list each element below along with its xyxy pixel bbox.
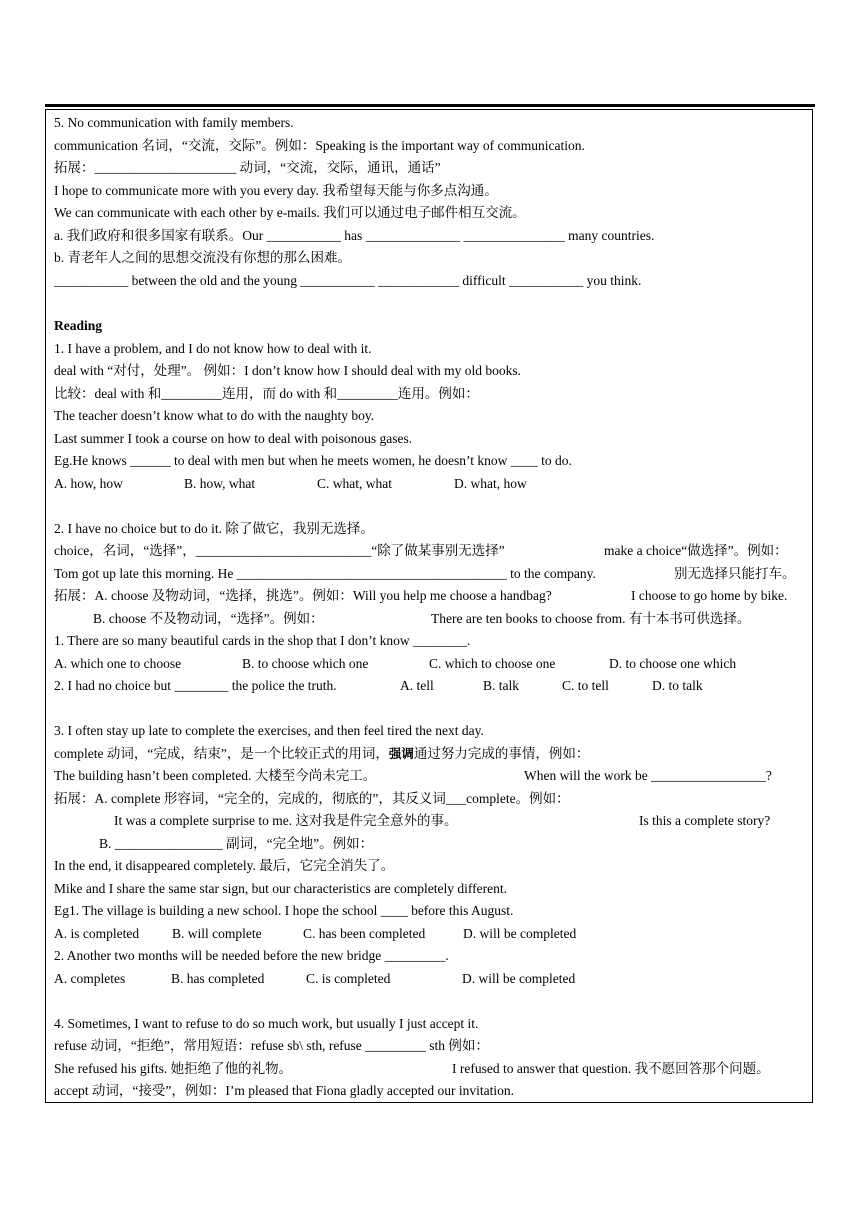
p2-q2-option-b: B. talk <box>483 678 519 693</box>
p3-line-2-c: 通过努力完成的事情，例如： <box>413 746 590 761</box>
p2-line-3-main: Tom got up late this morning. He ________________________________________ to the company. <box>54 566 596 581</box>
p2-q2-option-c: C. to tell <box>562 678 609 693</box>
s5-line-4: I hope to communicate more with you every day. 我希望每天能与你多点沟通。 <box>54 183 498 198</box>
p3-eg1-option-c: C. has been completed <box>303 926 426 941</box>
p2-q2-option-a: A. tell <box>400 678 434 693</box>
p1-line-3: 比较：deal with 和_________连用，而 do with 和_________连用。例如： <box>54 386 479 401</box>
p1-option-a: A. how, how <box>54 476 123 491</box>
p3-line-5-tail: Is this a complete story? <box>639 813 771 828</box>
s5-line-6: a. 我们政府和很多国家有联系。Our ___________ has ______________ _______________ many countries. <box>54 228 655 243</box>
p3-line-1: 3. I often stay up late to complete the exercises, and then feel tired the next day. <box>54 723 484 738</box>
p3-eg2: 2. Another two months will be needed before the new bridge _________. <box>54 948 449 963</box>
p1-option-b: B. how, what <box>184 476 256 491</box>
p3-line-2-a: complete 动词，“完成，结束”，是一个比较正式的用词， <box>54 746 389 761</box>
worksheet-box <box>45 109 813 1103</box>
p3-emphasis: 强调 <box>388 746 414 761</box>
p3-line-3-main: The building hasn’t been completed. 大楼至今尚未完工。 <box>54 768 377 783</box>
s5-line-7: b. 青老年人之间的思想交流没有你想的那么困难。 <box>54 250 351 265</box>
p2-line-4-main: 拓展：A. choose 及物动词，“选择，挑选”。例如：Will you help me choose a handbag? <box>54 588 552 603</box>
s5-line-3: 拓展：_____________________ 动词，“交流，交际，通讯，通话” <box>54 160 441 175</box>
p1-line-1: 1. I have a problem, and I do not know how to deal with it. <box>54 341 372 356</box>
p4-line-3-tail: I refused to answer that question. 我不愿回答那个问题。 <box>452 1061 770 1076</box>
p3-line-7: In the end, it disappeared completely. 最后，它完全消失了。 <box>54 858 395 873</box>
p2-q2-text: 2. I had no choice but ________ the police the truth. <box>54 678 337 693</box>
s5-line-5: We can communicate with each other by e-mails. 我们可以通过电子邮件相互交流。 <box>54 205 526 220</box>
p2-line-5-tail: There are ten books to choose from. 有十本书可供选择。 <box>431 611 751 626</box>
p2-line-2-tail: make a choice“做选择”。例如： <box>604 543 788 558</box>
p3-eg1: Eg1. The village is building a new school. I hope the school ____ before this August. <box>54 903 514 918</box>
p3-line-4: 拓展：A. complete 形容词，“完全的，完成的，彻底的”，其反义词___complete。例如： <box>54 791 570 806</box>
p3-line-2 <box>54 745 589 762</box>
p2-line-5-main: B. choose 不及物动词，“选择”。例如： <box>93 611 324 626</box>
p3-eg2-option-a: A. completes <box>54 971 126 986</box>
p4-line-1: 4. Sometimes, I want to refuse to do so much work, but usually I just accept it. <box>54 1016 479 1031</box>
p2-line-1: 2. I have no choice but to do it. 除了做它，我别无选择。 <box>54 521 374 536</box>
s5-line-8: ___________ between the old and the young ___________ ____________ difficult ___________ you think. <box>54 273 642 288</box>
p3-eg1-option-d: D. will be completed <box>463 926 577 941</box>
p1-line-4: The teacher doesn’t know what to do with the naughty boy. <box>54 408 375 423</box>
p2-line-2-main: choice，名词，“选择”，__________________________“除了做某事别无选择” <box>54 543 505 558</box>
top-rule <box>45 104 815 107</box>
p3-line-3-tail: When will the work be _________________? <box>524 768 772 783</box>
p3-line-5-main: It was a complete surprise to me. 这对我是件完全意外的事。 <box>114 813 458 828</box>
p2-line-4-tail: I choose to go home by bike. <box>631 588 788 603</box>
p3-eg2-option-c: C. is completed <box>306 971 391 986</box>
p3-eg2-option-b: B. has completed <box>171 971 265 986</box>
p2-q1-option-a: A. which one to choose <box>54 656 182 671</box>
p1-line-6: Eg.He knows ______ to deal with men but when he meets women, he doesn’t know ____ to do. <box>54 453 572 468</box>
p3-line-6: B. ________________ 副词，“完全地”。例如： <box>99 836 374 851</box>
p2-q1-option-c: C. which to choose one <box>429 656 556 671</box>
s5-line-1: 5. No communication with family members. <box>54 115 294 130</box>
p3-line-8: Mike and I share the same star sign, but our characteristics are completely different. <box>54 881 507 896</box>
p2-q2-option-d: D. to talk <box>652 678 703 693</box>
p1-option-d: D. what, how <box>454 476 527 491</box>
p1-option-c: C. what, what <box>317 476 392 491</box>
p2-q1-option-d: D. to choose one which <box>609 656 737 671</box>
p4-line-4: accept 动词，“接受”，例如：I’m pleased that Fiona gladly accepted our invitation. <box>54 1083 514 1098</box>
p2-q1-option-b: B. to choose which one <box>242 656 369 671</box>
p3-eg2-option-d: D. will be completed <box>462 971 576 986</box>
p2-question-1: 1. There are so many beautiful cards in the shop that I don’t know ________. <box>54 633 471 648</box>
p4-line-2: refuse 动词，“拒绝”，常用短语：refuse sb\ sth, refuse _________ sth 例如： <box>54 1038 489 1053</box>
p3-eg1-option-a: A. is completed <box>54 926 140 941</box>
p1-line-5: Last summer I took a course on how to deal with poisonous gases. <box>54 431 413 446</box>
p4-line-3-main: She refused his gifts. 她拒绝了他的礼物。 <box>54 1061 293 1076</box>
reading-heading: Reading <box>54 318 103 333</box>
p3-eg1-option-b: B. will complete <box>172 926 262 941</box>
p2-line-3-tail: 别无选择只能打车。 <box>674 566 796 581</box>
s5-line-2: communication 名词，“交流，交际”。例如：Speaking is the important way of communication. <box>54 138 585 153</box>
p1-line-2: deal with “对付，处理”。 例如：I don’t know how I should deal with my old books. <box>54 363 521 378</box>
